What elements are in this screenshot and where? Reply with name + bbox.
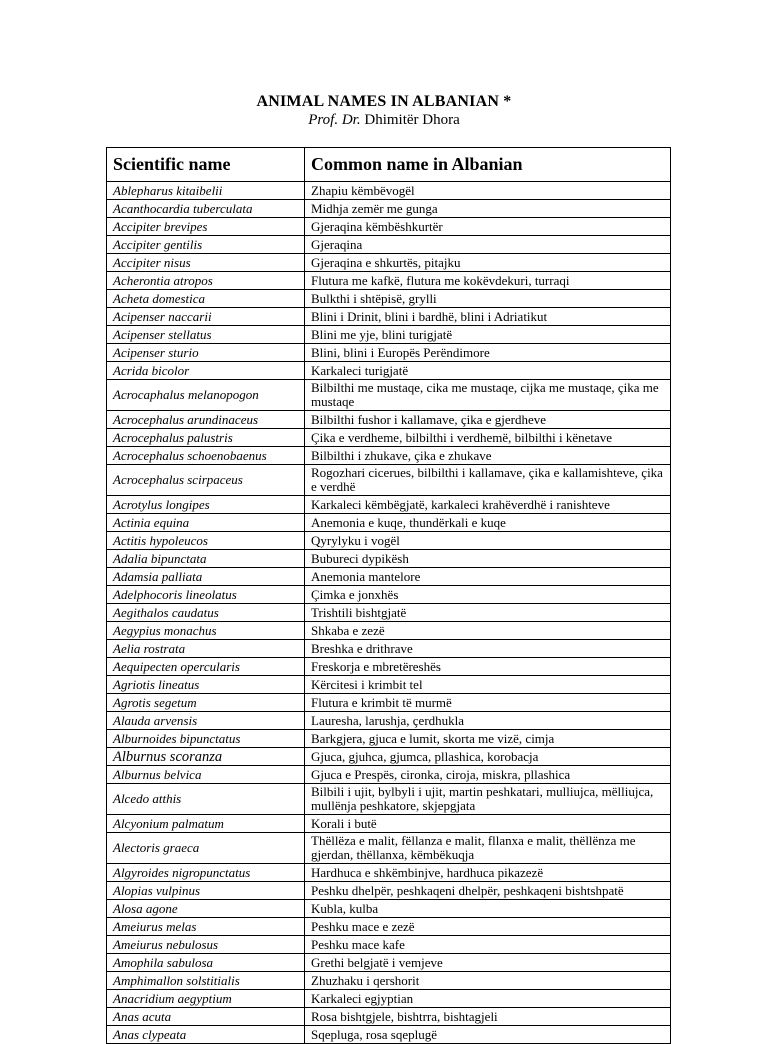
scientific-name-cell: Alburnus scoranza (107, 748, 305, 766)
common-name-cell: Rosa bishtgjele, bishtrra, bishtagjeli (305, 1008, 671, 1026)
common-name-cell: Gjeraqina e shkurtës, pitajku (305, 254, 671, 272)
scientific-name-cell: Acherontia atropos (107, 272, 305, 290)
table-row (107, 622, 671, 640)
scientific-name-cell: Acrida bicolor (107, 362, 305, 380)
common-name-cell: Zhapiu këmbëvogël (305, 182, 671, 200)
common-name-cell: Gjeraqina këmbëshkurtër (305, 218, 671, 236)
common-name-cell: Bubureci dypikësh (305, 550, 671, 568)
table-row (107, 712, 671, 730)
table-row (107, 936, 671, 954)
scientific-name-cell: Aegypius monachus (107, 622, 305, 640)
table-row (107, 496, 671, 514)
common-name-cell: Anemonia mantelore (305, 568, 671, 586)
common-name-cell: Hardhuca e shkëmbinjve, hardhuca pikazezë (305, 864, 671, 882)
table-row (107, 308, 671, 326)
scientific-name-cell: Agrotis segetum (107, 694, 305, 712)
common-name-cell: Peshku mace e zezë (305, 918, 671, 936)
common-name-cell: Rogozhari cicerues, bilbilthi i kallamave, çika e kallamishteve, çika e verdhë (305, 465, 671, 496)
scientific-name-cell: Acipenser sturio (107, 344, 305, 362)
column-header-common: Common name in Albanian (305, 148, 671, 182)
table-row (107, 882, 671, 900)
common-name-cell: Thëllëza e malit, fëllanza e malit, fllanxa e malit, thëllënza me gjerdan, thëllanxa, këmbëkuqja (305, 833, 671, 864)
common-name-cell: Bilbilthi i zhukave, çika e zhukave (305, 447, 671, 465)
common-name-cell: Flutura e krimbit të murmë (305, 694, 671, 712)
common-name-cell: Sqepluga, rosa sqeplugë (305, 1026, 671, 1044)
scientific-name-cell: Accipiter brevipes (107, 218, 305, 236)
table-row (107, 550, 671, 568)
common-name-cell: Bulkthi i shtëpisë, grylli (305, 290, 671, 308)
common-name-cell: Bilbili i ujit, bylbyli i ujit, martin peshkatari, mulliujca, mëlliujca, mullënja peshkatore, skjepgjata (305, 784, 671, 815)
table-row (107, 380, 671, 411)
scientific-name-cell: Actinia equina (107, 514, 305, 532)
common-name-cell: Karkaleci këmbëgjatë, karkaleci krahëverdhë i ranishteve (305, 496, 671, 514)
scientific-name-cell: Acrocephalus arundinaceus (107, 411, 305, 429)
table-row (107, 604, 671, 622)
table-row (107, 658, 671, 676)
table-row (107, 200, 671, 218)
common-name-cell: Bilbilthi fushor i kallamave, çika e gjerdheve (305, 411, 671, 429)
common-name-cell: Flutura me kafkë, flutura me kokëvdekuri, turraqi (305, 272, 671, 290)
scientific-name-cell: Alopias vulpinus (107, 882, 305, 900)
scientific-name-cell: Agriotis lineatus (107, 676, 305, 694)
scientific-name-cell: Adamsia palliata (107, 568, 305, 586)
table-row (107, 532, 671, 550)
table-body (107, 182, 671, 1044)
common-name-cell: Karkaleci turigjatë (305, 362, 671, 380)
scientific-name-cell: Accipiter gentilis (107, 236, 305, 254)
table-row (107, 344, 671, 362)
scientific-name-cell: Acrocephalus schoenobaenus (107, 447, 305, 465)
table-row (107, 568, 671, 586)
common-name-cell: Çika e verdheme, bilbilthi i verdhemë, bilbilthi i kënetave (305, 429, 671, 447)
table-row (107, 784, 671, 815)
table-row (107, 326, 671, 344)
common-name-cell: Karkaleci egjyptian (305, 990, 671, 1008)
scientific-name-cell: Aequipecten opercularis (107, 658, 305, 676)
scientific-name-cell: Alcyonium palmatum (107, 815, 305, 833)
table-row (107, 918, 671, 936)
author-name: Dhimitër Dhora (360, 112, 460, 128)
common-name-cell: Freskorja e mbretëreshës (305, 658, 671, 676)
common-name-cell: Zhuzhaku i qershorit (305, 972, 671, 990)
table-row (107, 411, 671, 429)
scientific-name-cell: Ameiurus nebulosus (107, 936, 305, 954)
table-row (107, 254, 671, 272)
common-name-cell: Korali i butë (305, 815, 671, 833)
document-author (0, 112, 768, 129)
scientific-name-cell: Acrocephalus scirpaceus (107, 465, 305, 496)
common-name-cell: Kërcitesi i krimbit tel (305, 676, 671, 694)
common-name-cell: Breshka e drithrave (305, 640, 671, 658)
table-row (107, 182, 671, 200)
common-name-cell: Qyrylyku i vogël (305, 532, 671, 550)
scientific-name-cell: Amphimallon solstitialis (107, 972, 305, 990)
column-header-scientific: Scientific name (107, 148, 305, 182)
table-row (107, 586, 671, 604)
scientific-name-cell: Alauda arvensis (107, 712, 305, 730)
table-row (107, 990, 671, 1008)
scientific-name-cell: Alectoris graeca (107, 833, 305, 864)
scientific-name-cell: Acipenser stellatus (107, 326, 305, 344)
scientific-name-cell: Acrocaphalus melanopogon (107, 380, 305, 411)
common-name-cell: Gjuca e Prespës, cironka, ciroja, miskra, pllashica (305, 766, 671, 784)
table-row (107, 748, 671, 766)
scientific-name-cell: Aelia rostrata (107, 640, 305, 658)
scientific-name-cell: Amophila sabulosa (107, 954, 305, 972)
table-row (107, 290, 671, 308)
table-row (107, 730, 671, 748)
table-row (107, 429, 671, 447)
table-row (107, 815, 671, 833)
table-row (107, 236, 671, 254)
common-name-cell: Kubla, kulba (305, 900, 671, 918)
author-prefix: Prof. Dr. (308, 112, 361, 128)
scientific-name-cell: Anacridium aegyptium (107, 990, 305, 1008)
scientific-name-cell: Alburnus belvica (107, 766, 305, 784)
table-row (107, 1008, 671, 1026)
table-row (107, 694, 671, 712)
table-row (107, 676, 671, 694)
common-name-cell: Blini, blini i Europës Perëndimore (305, 344, 671, 362)
table-row (107, 465, 671, 496)
table-row (107, 640, 671, 658)
scientific-name-cell: Anas acuta (107, 1008, 305, 1026)
scientific-name-cell: Acrotylus longipes (107, 496, 305, 514)
scientific-name-cell: Acrocephalus palustris (107, 429, 305, 447)
table-row (107, 864, 671, 882)
common-name-cell: Peshku dhelpër, peshkaqeni dhelpër, peshkaqeni bishtshpatë (305, 882, 671, 900)
common-name-cell: Peshku mace kafe (305, 936, 671, 954)
table-row (107, 272, 671, 290)
scientific-name-cell: Alburnoides bipunctatus (107, 730, 305, 748)
animal-names-table (106, 147, 671, 1044)
scientific-name-cell: Accipiter nisus (107, 254, 305, 272)
scientific-name-cell: Alcedo atthis (107, 784, 305, 815)
scientific-name-cell: Adelphocoris lineolatus (107, 586, 305, 604)
table-row (107, 362, 671, 380)
common-name-cell: Anemonia e kuqe, thundërkali e kuqe (305, 514, 671, 532)
common-name-cell: Blini me yje, blini turigjatë (305, 326, 671, 344)
document-title: ANIMAL NAMES IN ALBANIAN * (256, 93, 512, 110)
common-name-cell: Gjeraqina (305, 236, 671, 254)
scientific-name-cell: Acanthocardia tuberculata (107, 200, 305, 218)
common-name-cell: Lauresha, larushja, çerdhukla (305, 712, 671, 730)
scientific-name-cell: Acheta domestica (107, 290, 305, 308)
scientific-name-cell: Aegithalos caudatus (107, 604, 305, 622)
scientific-name-cell: Adalia bipunctata (107, 550, 305, 568)
table-row (107, 900, 671, 918)
table-row (107, 833, 671, 864)
scientific-name-cell: Anas clypeata (107, 1026, 305, 1044)
table-row (107, 218, 671, 236)
table-row (107, 766, 671, 784)
common-name-cell: Barkgjera, gjuca e lumit, skorta me vizë, cimja (305, 730, 671, 748)
scientific-name-cell: Ameiurus melas (107, 918, 305, 936)
scientific-name-cell: Actitis hypoleucos (107, 532, 305, 550)
table-row (107, 447, 671, 465)
common-name-cell: Grethi belgjatë i vemjeve (305, 954, 671, 972)
table-header-row (107, 148, 671, 182)
common-name-cell: Trishtili bishtgjatë (305, 604, 671, 622)
scientific-name-cell: Ablepharus kitaibelii (107, 182, 305, 200)
table-row (107, 1026, 671, 1044)
scientific-name-cell: Alosa agone (107, 900, 305, 918)
common-name-cell: Bilbilthi me mustaqe, cika me mustaqe, cijka me mustaqe, çika me mustaqe (305, 380, 671, 411)
common-name-cell: Midhja zemër me gunga (305, 200, 671, 218)
common-name-cell: Gjuca, gjuhca, gjumca, pllashica, korobacja (305, 748, 671, 766)
scientific-name-cell: Algyroides nigropunctatus (107, 864, 305, 882)
table-row (107, 514, 671, 532)
table-row (107, 954, 671, 972)
scientific-name-cell: Acipenser naccarii (107, 308, 305, 326)
table-row (107, 972, 671, 990)
common-name-cell: Blini i Drinit, blini i bardhë, blini i Adriatikut (305, 308, 671, 326)
common-name-cell: Çimka e jonxhës (305, 586, 671, 604)
common-name-cell: Shkaba e zezë (305, 622, 671, 640)
